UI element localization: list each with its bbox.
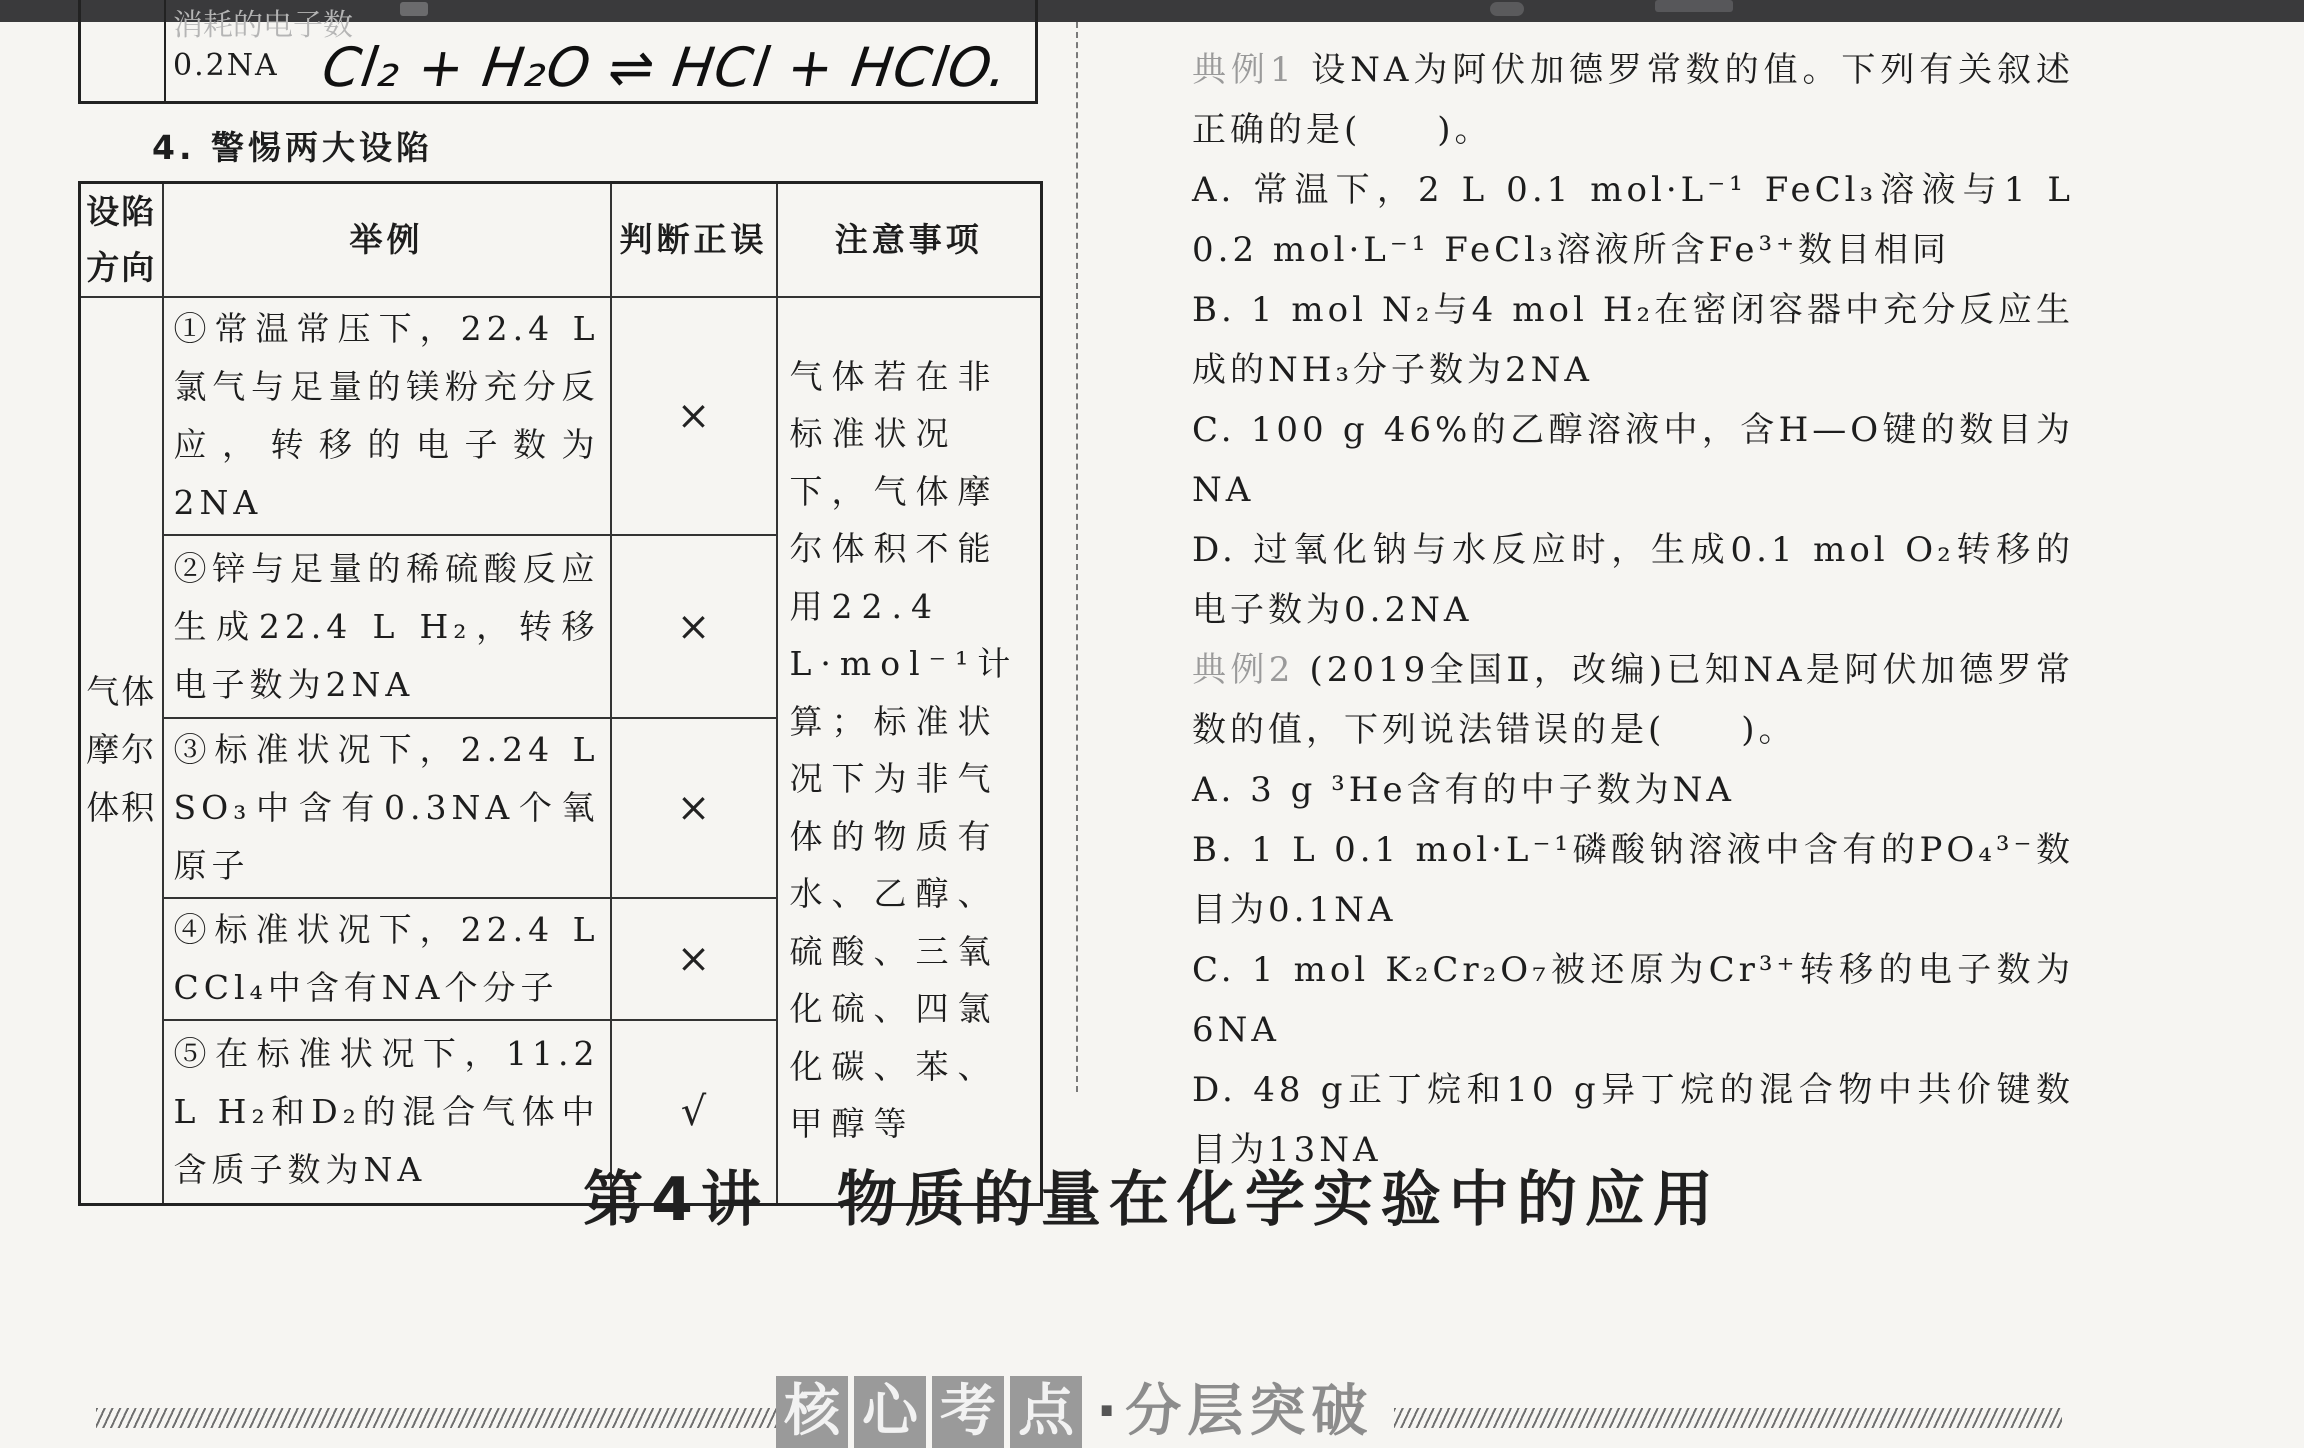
section-title: 4. 警惕两大设陷 <box>152 128 433 167</box>
header-example: 举例 <box>163 183 611 298</box>
table-row <box>80 297 1042 535</box>
judgement-mark: × <box>611 718 777 898</box>
header-judgement: 判断正误 <box>611 183 777 298</box>
example-2-question: (2019全国Ⅱ，改编)已知NA是阿伏加德罗常数的值，下列说法错误的是( )。 <box>1192 650 2075 750</box>
cut-off-text: 消耗的电子数 <box>173 8 353 43</box>
direction-cell: 气体摩尔体积 <box>80 297 163 1204</box>
judgement-mark: × <box>611 898 777 1020</box>
judgement-mark: × <box>611 535 777 718</box>
banner-box: 点 <box>1010 1376 1082 1448</box>
example-1-question: 设NA为阿伏加德罗常数的值。下列有关叙述正确的是( )。 <box>1192 50 2074 150</box>
column-divider <box>1076 22 1078 1092</box>
example-2-option-d: D. 48 g正丁烷和10 g异丁烷的混合物中共价键数目为13NA <box>1192 1070 2074 1170</box>
handwritten-equation: Cl₂ + H₂O ⇌ HCl + HClO. <box>318 36 1013 99</box>
example-2-option-a: A. 3 g ³He含有的中子数为NA <box>1192 770 1735 810</box>
example-2-option-b: B. 1 L 0.1 mol·L⁻¹磷酸钠溶液中含有的PO₄³⁻数目为0.1NA <box>1192 830 2074 930</box>
header-direction: 设陷方向 <box>80 183 163 298</box>
example-1-stem <box>1114 40 2074 160</box>
example-cell: ③标准状况下，2.24 L SO₃中含有0.3NA个氧原子 <box>163 718 611 898</box>
example-1-tag: 典例1 <box>1192 50 1296 90</box>
decorative-hatch-left <box>96 1408 776 1428</box>
section-banner <box>776 1376 1394 1444</box>
table-divider <box>164 0 166 101</box>
banner-box: 考 <box>932 1376 1004 1448</box>
judgement-mark: √ <box>611 1020 777 1204</box>
banner-subtitle: 分层突破 <box>1125 1379 1374 1444</box>
table-header-row <box>80 183 1042 298</box>
banner-dot: · <box>1096 1379 1118 1444</box>
example-1-option-c: C. 100 g 46%的乙醇溶液中，含H—O键的数目为NA <box>1192 410 2074 510</box>
example-cell: ①常温常压下，22.4 L氯气与足量的镁粉充分反应，转移的电子数为2NA <box>163 297 611 535</box>
example-1-option-b: B. 1 mol N₂与4 mol H₂在密闭容器中充分反应生成的NH₃分子数为2NA <box>1192 290 2074 390</box>
previous-table-fragment <box>78 0 1038 104</box>
lecture-title: 第4讲 物质的量在化学实验中的应用 <box>583 1165 1721 1235</box>
example-2-option-c: C. 1 mol K₂Cr₂O₇被还原为Cr³⁺转移的电子数为6NA <box>1192 950 2074 1050</box>
banner-box: 心 <box>854 1376 926 1448</box>
toolbar-toggle[interactable] <box>1490 2 1524 16</box>
trap-table <box>78 181 1043 1206</box>
header-notes: 注意事项 <box>777 183 1042 298</box>
table-cell-value: 0.2NA <box>173 48 279 83</box>
example-1-option-d: D. 过氧化钠与水反应时，生成0.1 mol O₂转移的电子数为0.2NA <box>1192 530 2074 630</box>
examples-column <box>1114 40 2074 1180</box>
example-cell: ④标准状况下，22.4 L CCl₄中含有NA个分子 <box>163 898 611 1020</box>
notes-cell: 气体若在非标准状况下，气体摩尔体积不能用22.4 L·mol⁻¹计算；标准状况下为非气体的物质有水、乙醇、硫酸、三氧化硫、四氯化碳、苯、甲醇等 <box>777 297 1042 1204</box>
example-2-stem <box>1114 640 2074 760</box>
banner-box: 核 <box>776 1376 848 1448</box>
decorative-hatch-right <box>1394 1408 2062 1428</box>
toolbar-button[interactable] <box>1655 0 1733 12</box>
judgement-mark: × <box>611 297 777 535</box>
example-1-option-a: A. 常温下，2 L 0.1 mol·L⁻¹ FeCl₃溶液与1 L 0.2 mol·L⁻¹ FeCl₃溶液所含Fe³⁺数目相同 <box>1192 170 2074 270</box>
example-cell: ⑤在标准状况下，11.2 L H₂和D₂的混合气体中含质子数为NA <box>163 1020 611 1204</box>
example-cell: ②锌与足量的稀硫酸反应生成22.4 L H₂，转移电子数为2NA <box>163 535 611 718</box>
example-2-tag: 典例2 <box>1192 650 1295 690</box>
